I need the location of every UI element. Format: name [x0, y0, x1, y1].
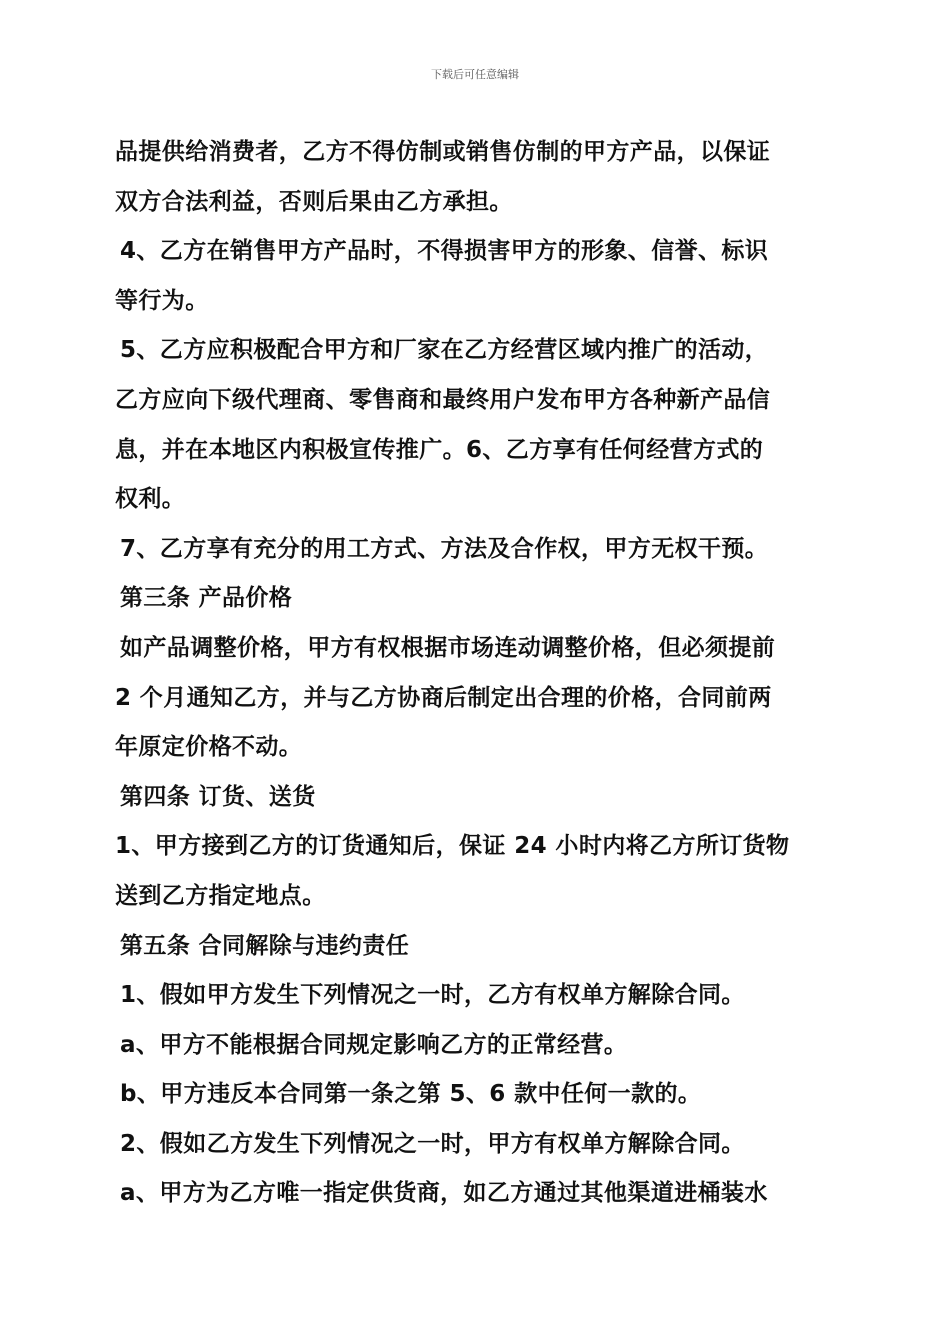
- paragraph-line: 1、甲方接到乙方的订货通知后，保证 24 小时内将乙方所订货物: [115, 833, 790, 860]
- paragraph-line: 如产品调整价格，甲方有权根据市场连动调整价格，但必须提前: [120, 634, 776, 661]
- paragraph-line: 5、乙方应积极配合甲方和厂家在乙方经营区域内推广的活动，: [120, 337, 769, 364]
- paragraph-line: 权利。: [115, 486, 186, 513]
- paragraph-line: 双方合法利益，否则后果由乙方承担。: [115, 188, 513, 215]
- paragraph-line: 4、乙方在销售甲方产品时，不得损害甲方的形象、信誉、标识: [120, 238, 769, 265]
- paragraph-line: 7、乙方享有充分的用工方式、方法及合作权，甲方无权干预。: [120, 535, 769, 562]
- paragraph-line: 1、假如甲方发生下列情况之一时，乙方有权单方解除合同。: [120, 982, 745, 1009]
- paragraph-line: a、甲方为乙方唯一指定供货商，如乙方通过其他渠道进桶装水: [120, 1180, 768, 1207]
- paragraph-line: 品提供给消费者，乙方不得仿制或销售仿制的甲方产品，以保证: [115, 139, 771, 165]
- section-heading: 第三条 产品价格: [120, 585, 293, 612]
- paragraph-line: 乙方应向下级代理商、零售商和最终用户发布甲方各种新产品信: [115, 386, 771, 413]
- section-heading: 第四条 订货、送货: [120, 783, 316, 810]
- page-header: 下载后可任意编辑: [431, 68, 519, 81]
- paragraph-line: a、甲方不能根据合同规定影响乙方的正常经营。: [120, 1031, 628, 1058]
- section-heading: 第五条 合同解除与违约责任: [120, 932, 410, 959]
- document-body: [115, 128, 845, 1219]
- paragraph-line: 息，并在本地区内积极宣传推广。6、乙方享有任何经营方式的: [115, 436, 764, 463]
- paragraph-line: 2 个月通知乙方，并与乙方协商后制定出合理的价格，合同前两: [115, 684, 772, 711]
- paragraph-line: 等行为。: [115, 287, 209, 314]
- paragraph-line: 2、假如乙方发生下列情况之一时，甲方有权单方解除合同。: [120, 1130, 745, 1157]
- paragraph-line: 送到乙方指定地点。: [115, 882, 326, 909]
- paragraph-line: b、甲方违反本合同第一条之第 5、6 款中任何一款的。: [120, 1081, 702, 1108]
- paragraph-line: 年原定价格不动。: [115, 734, 303, 761]
